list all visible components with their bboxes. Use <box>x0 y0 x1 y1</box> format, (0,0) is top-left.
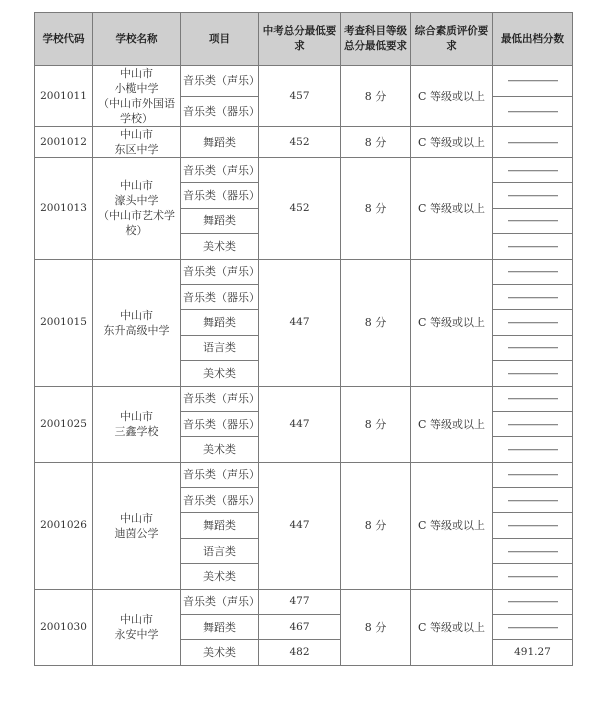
min-score-cell: ————— <box>493 208 573 233</box>
project-cell: 音乐类（声乐） <box>181 259 259 284</box>
school-code: 2001013 <box>35 158 93 260</box>
min-score-cell: ————— <box>493 361 573 386</box>
project-cell: 美术类 <box>181 361 259 386</box>
project-cell: 音乐类（声乐） <box>181 158 259 183</box>
grade-min-cell: 8 分 <box>341 66 411 127</box>
grade-min-cell: 8 分 <box>341 462 411 589</box>
header-school-code: 学校代码 <box>35 13 93 66</box>
min-score-cell: ————— <box>493 437 573 462</box>
grade-min-cell: 8 分 <box>341 158 411 260</box>
min-score-cell: ————— <box>493 127 573 158</box>
quality-cell: C 等级或以上 <box>411 158 493 260</box>
project-cell: 美术类 <box>181 234 259 259</box>
project-cell: 音乐类（器乐） <box>181 183 259 208</box>
project-cell: 舞蹈类 <box>181 310 259 335</box>
project-cell: 音乐类（声乐） <box>181 589 259 614</box>
min-score-cell: ————— <box>493 335 573 360</box>
project-cell: 语言类 <box>181 335 259 360</box>
project-cell: 舞蹈类 <box>181 513 259 538</box>
project-cell: 舞蹈类 <box>181 615 259 640</box>
total-min-cell: 452 <box>259 158 341 260</box>
min-score-cell: ————— <box>493 183 573 208</box>
min-score-cell: ————— <box>493 564 573 589</box>
min-score-cell: ————— <box>493 589 573 614</box>
school-code: 2001025 <box>35 386 93 462</box>
project-cell: 舞蹈类 <box>181 127 259 158</box>
header-total-min: 中考总分最低要求 <box>259 13 341 66</box>
project-cell: 美术类 <box>181 437 259 462</box>
table-row <box>35 127 573 158</box>
total-min-cell: 447 <box>259 259 341 386</box>
quality-cell: C 等级或以上 <box>411 589 493 665</box>
header-row <box>35 13 573 66</box>
min-score-cell: ————— <box>493 158 573 183</box>
min-score-cell: ————— <box>493 411 573 436</box>
table-row <box>35 158 573 183</box>
table-row <box>35 386 573 411</box>
header-grade-min: 考查科目等级总分最低要求 <box>341 13 411 66</box>
quality-cell: C 等级或以上 <box>411 127 493 158</box>
table-row <box>35 66 573 97</box>
total-min-cell: 452 <box>259 127 341 158</box>
min-score-cell: ————— <box>493 284 573 309</box>
project-cell: 音乐类（声乐） <box>181 66 259 97</box>
header-project: 项目 <box>181 13 259 66</box>
min-score-cell: ————— <box>493 538 573 563</box>
project-cell: 音乐类（器乐） <box>181 411 259 436</box>
school-name: 中山市 永安中学 <box>93 589 181 665</box>
total-min-cell: 447 <box>259 386 341 462</box>
project-cell: 语言类 <box>181 538 259 563</box>
project-cell: 舞蹈类 <box>181 208 259 233</box>
total-min-cell: 482 <box>259 640 341 665</box>
school-code: 2001015 <box>35 259 93 386</box>
school-code: 2001011 <box>35 66 93 127</box>
quality-cell: C 等级或以上 <box>411 66 493 127</box>
header-school-name: 学校名称 <box>93 13 181 66</box>
school-name: 中山市 东区中学 <box>93 127 181 158</box>
project-cell: 音乐类（器乐） <box>181 96 259 127</box>
min-score-cell: ————— <box>493 513 573 538</box>
project-cell: 美术类 <box>181 564 259 589</box>
total-min-cell: 467 <box>259 615 341 640</box>
admission-table <box>34 12 573 666</box>
min-score-cell: ————— <box>493 310 573 335</box>
min-score-cell: ————— <box>493 259 573 284</box>
school-name: 中山市 三鑫学校 <box>93 386 181 462</box>
total-min-cell: 447 <box>259 462 341 589</box>
table-row <box>35 462 573 487</box>
grade-min-cell: 8 分 <box>341 589 411 665</box>
total-min-cell: 477 <box>259 589 341 614</box>
table-row <box>35 589 573 614</box>
school-name: 中山市 东升高级中学 <box>93 259 181 386</box>
quality-cell: C 等级或以上 <box>411 386 493 462</box>
project-cell: 音乐类（声乐） <box>181 462 259 487</box>
project-cell: 音乐类（器乐） <box>181 284 259 309</box>
school-code: 2001030 <box>35 589 93 665</box>
min-score-cell: ————— <box>493 66 573 97</box>
project-cell: 美术类 <box>181 640 259 665</box>
min-score-cell: ————— <box>493 386 573 411</box>
min-score-cell: ————— <box>493 462 573 487</box>
school-name: 中山市 濠头中学 （中山市艺术学校） <box>93 158 181 260</box>
table-row <box>35 259 573 284</box>
school-code: 2001026 <box>35 462 93 589</box>
header-quality: 综合素质评价要求 <box>411 13 493 66</box>
school-code: 2001012 <box>35 127 93 158</box>
grade-min-cell: 8 分 <box>341 386 411 462</box>
school-name: 中山市 小榄中学 （中山市外国语学校） <box>93 66 181 127</box>
quality-cell: C 等级或以上 <box>411 462 493 589</box>
min-score-cell: ————— <box>493 615 573 640</box>
project-cell: 音乐类（器乐） <box>181 488 259 513</box>
grade-min-cell: 8 分 <box>341 127 411 158</box>
total-min-cell: 457 <box>259 66 341 127</box>
min-score-cell: ————— <box>493 488 573 513</box>
project-cell: 音乐类（声乐） <box>181 386 259 411</box>
min-score-cell: ————— <box>493 234 573 259</box>
grade-min-cell: 8 分 <box>341 259 411 386</box>
header-min-score: 最低出档分数 <box>493 13 573 66</box>
min-score-cell: 491.27 <box>493 640 573 665</box>
table-body <box>35 66 573 666</box>
school-name: 中山市 迪茵公学 <box>93 462 181 589</box>
quality-cell: C 等级或以上 <box>411 259 493 386</box>
min-score-cell: ————— <box>493 96 573 127</box>
